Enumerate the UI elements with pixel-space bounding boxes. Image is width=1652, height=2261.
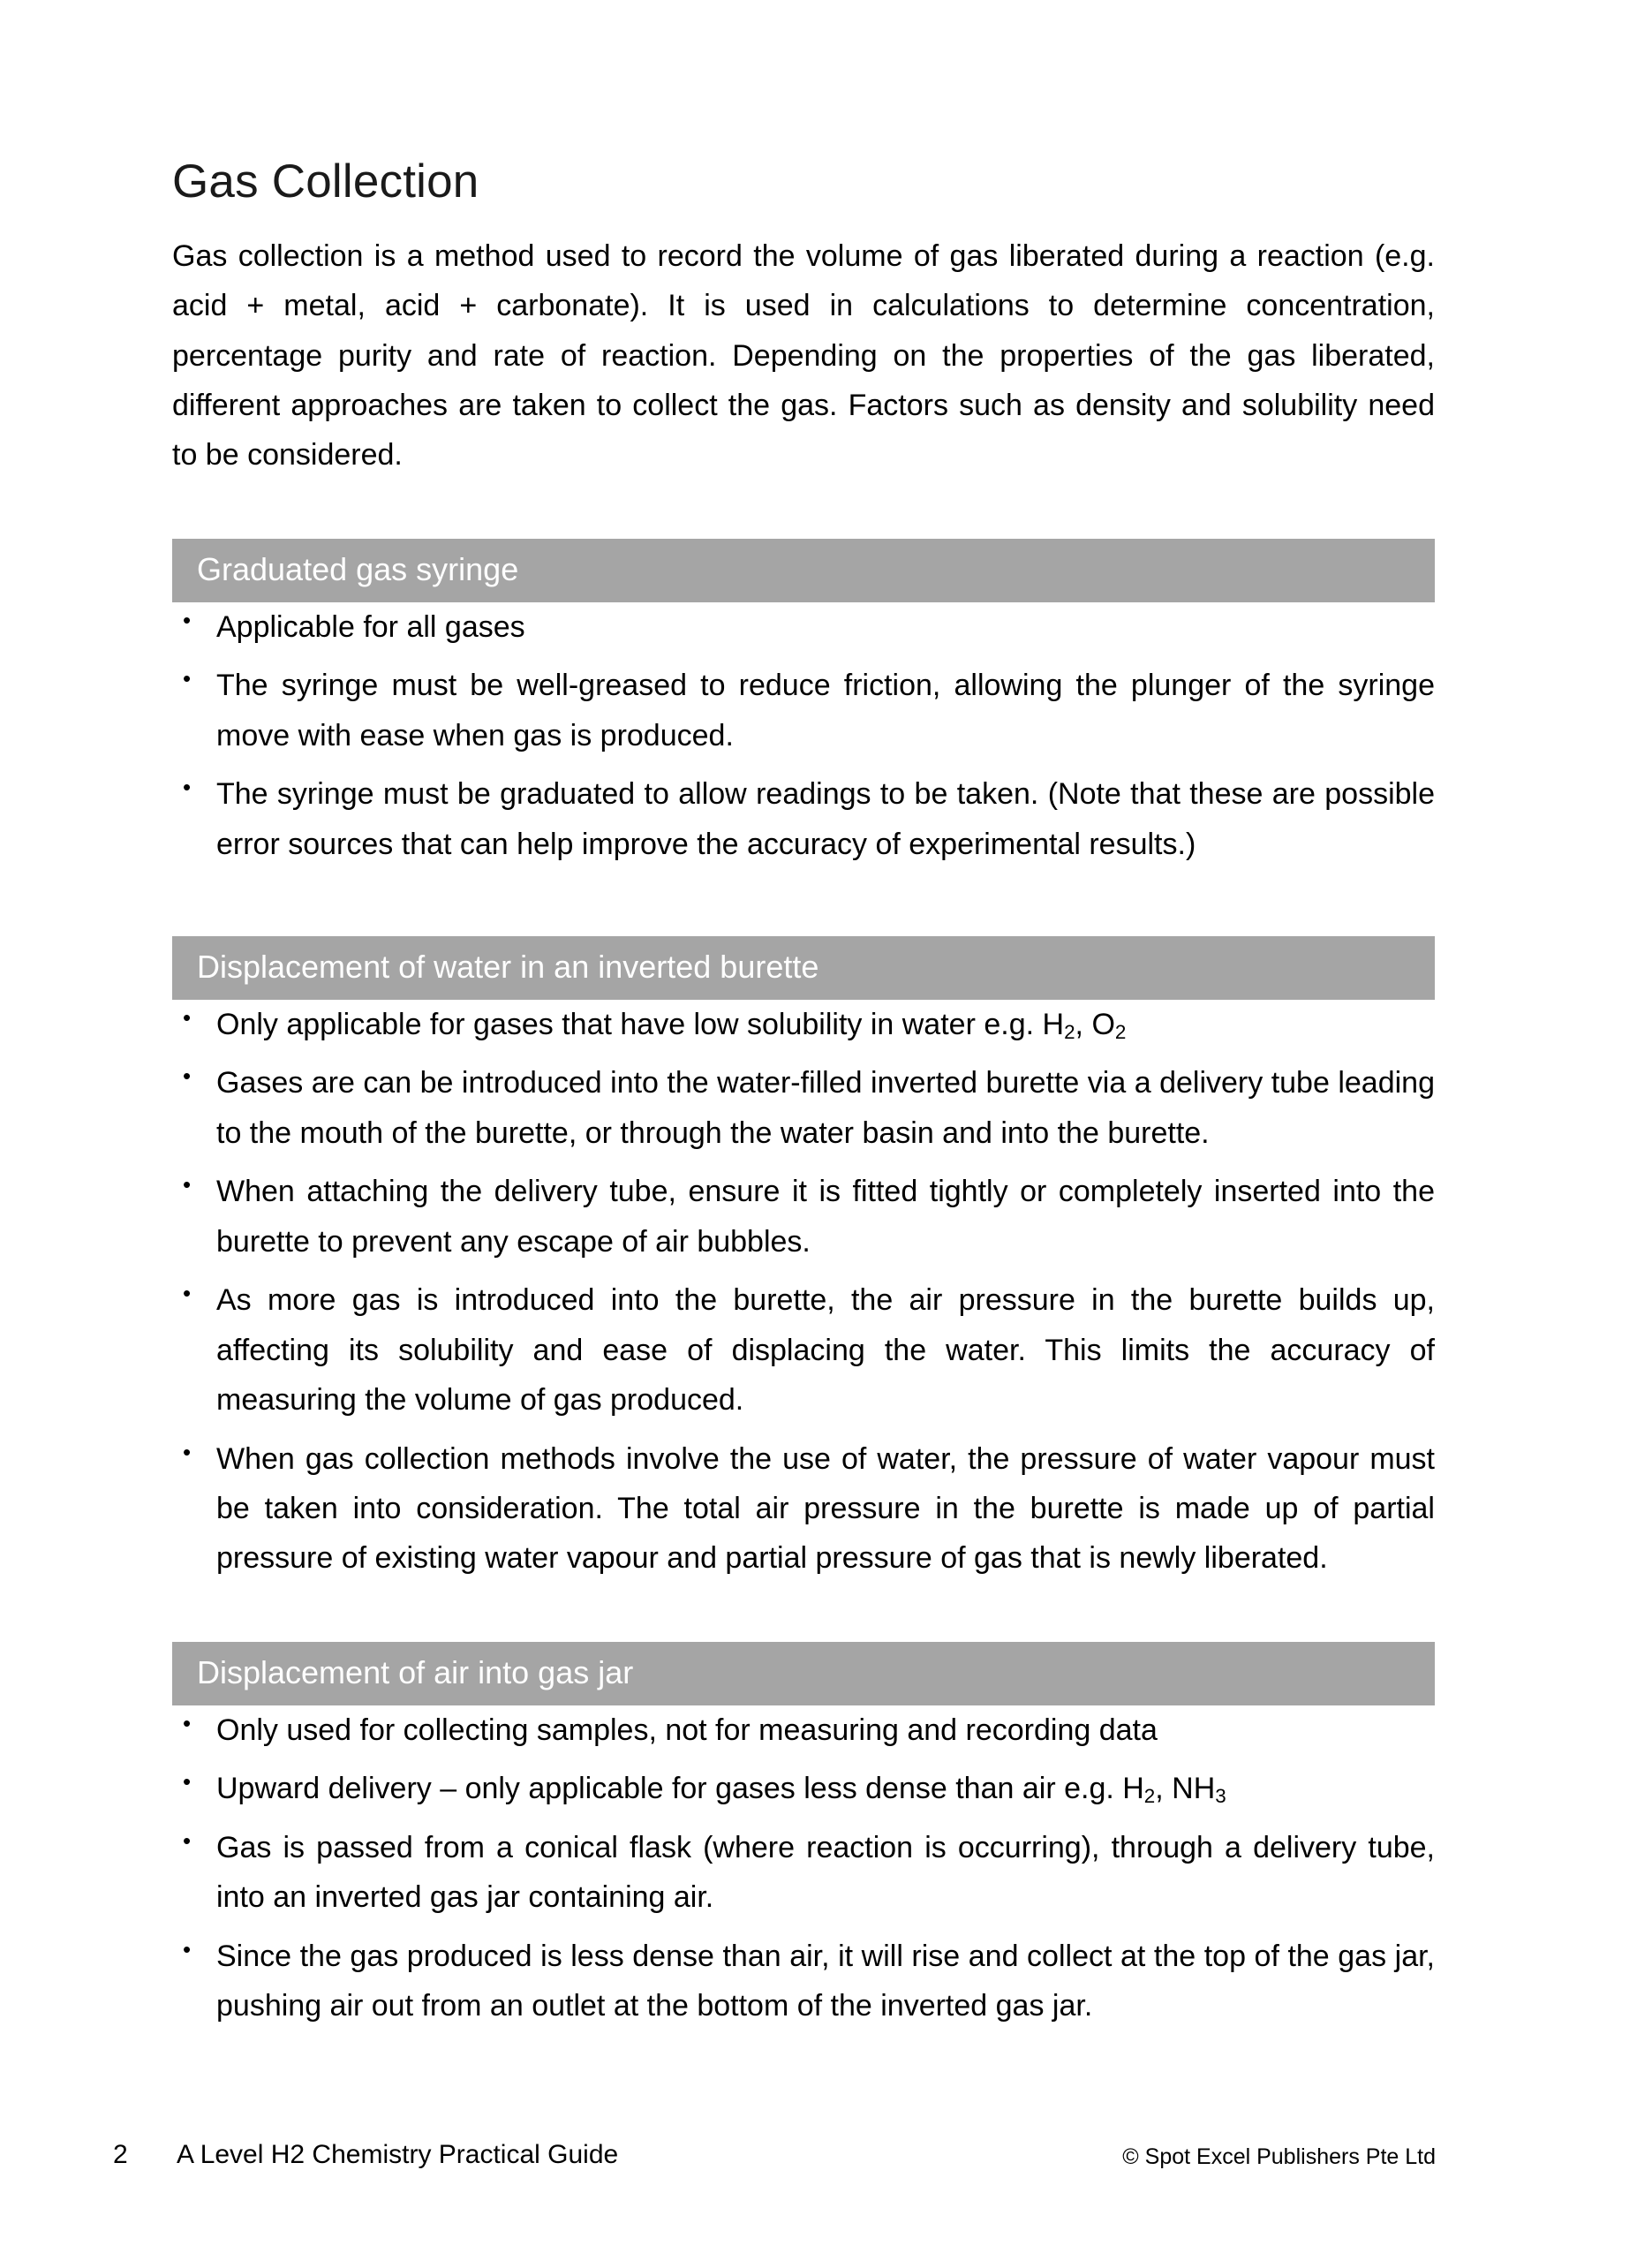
section-header-graduated-gas-syringe: Graduated gas syringe	[172, 539, 1435, 602]
page-footer	[0, 2142, 1652, 2195]
footer-document-title: A Level H2 Chemistry Practical Guide	[177, 2140, 619, 2169]
bullet-list-displacement-of-water	[172, 1000, 1435, 1584]
section-header-displacement-of-air: Displacement of air into gas jar	[172, 1642, 1435, 1705]
list-item: • Only applicable for gases that have low solubility in water e.g. $H_2$, $O_2$	[172, 1000, 1435, 1049]
list-item: • When gas collection methods involve the use of water, the pressure of water vapour must be taken into consideration. The total air pressure in the burette is made up of partial pressure of existing water vapour and partial pressure of gas that is newly liberated.	[172, 1434, 1435, 1584]
page-content	[172, 157, 1435, 2039]
list-item: • Gas is passed from a conical flask (where reaction is occurring), through a delivery tube, into an inverted gas jar containing air.	[172, 1823, 1435, 1923]
spacer	[172, 1592, 1435, 1642]
spacer	[172, 480, 1435, 539]
list-item: • Upward delivery – only applicable for gases less dense than air e.g. $H_2$, $NH_3$	[172, 1764, 1435, 1813]
list-item: • Applicable for all gases	[172, 602, 1435, 652]
list-item: • When attaching the delivery tube, ensure it is fitted tightly or completely inserted into the burette to prevent any escape of air bubbles.	[172, 1167, 1435, 1267]
page-title: Gas Collection	[172, 155, 479, 208]
list-item: • Since the gas produced is less dense than air, it will rise and collect at the top of the gas jar, pushing air out from an outlet at the bottom of the inverted gas jar.	[172, 1932, 1435, 2031]
list-item: • The syringe must be graduated to allow readings to be taken. (Note that these are possible error sources that can help improve the accuracy of experimental results.)	[172, 769, 1435, 869]
section-header-displacement-of-water: Displacement of water in an inverted burette	[172, 936, 1435, 1000]
bullet-list-graduated-gas-syringe	[172, 602, 1435, 869]
list-item: • Only used for collecting samples, not for measuring and recording data	[172, 1705, 1435, 1755]
bullet-list-displacement-of-air	[172, 1705, 1435, 2031]
footer-copyright: © Spot Excel Publishers Pte Ltd	[1122, 2144, 1436, 2169]
intro-paragraph: Gas collection is a method used to record the volume of gas liberated during a reaction (e.g. acid + metal, acid + carbonate). It is used in calculations to determine concentration, percentage purity and rate of reaction. Depending on the properties of the gas liberated, different approaches are taken to collect the gas. Factors such as density and solubility need to be considered.	[172, 238, 1435, 473]
list-item: • As more gas is introduced into the burette, the air pressure in the burette builds up, affecting its solubility and ease of displacing the water. This limits the accuracy of measuring the volume of gas produced.	[172, 1275, 1435, 1425]
spacer	[172, 878, 1435, 936]
footer-page-number: 2	[113, 2140, 128, 2169]
list-item: • Gases are can be introduced into the water-filled inverted burette via a delivery tube leading to the mouth of the burette, or through the water basin and into the burette.	[172, 1058, 1435, 1158]
list-item: • The syringe must be well-greased to reduce friction, allowing the plunger of the syringe move with ease when gas is produced.	[172, 661, 1435, 760]
